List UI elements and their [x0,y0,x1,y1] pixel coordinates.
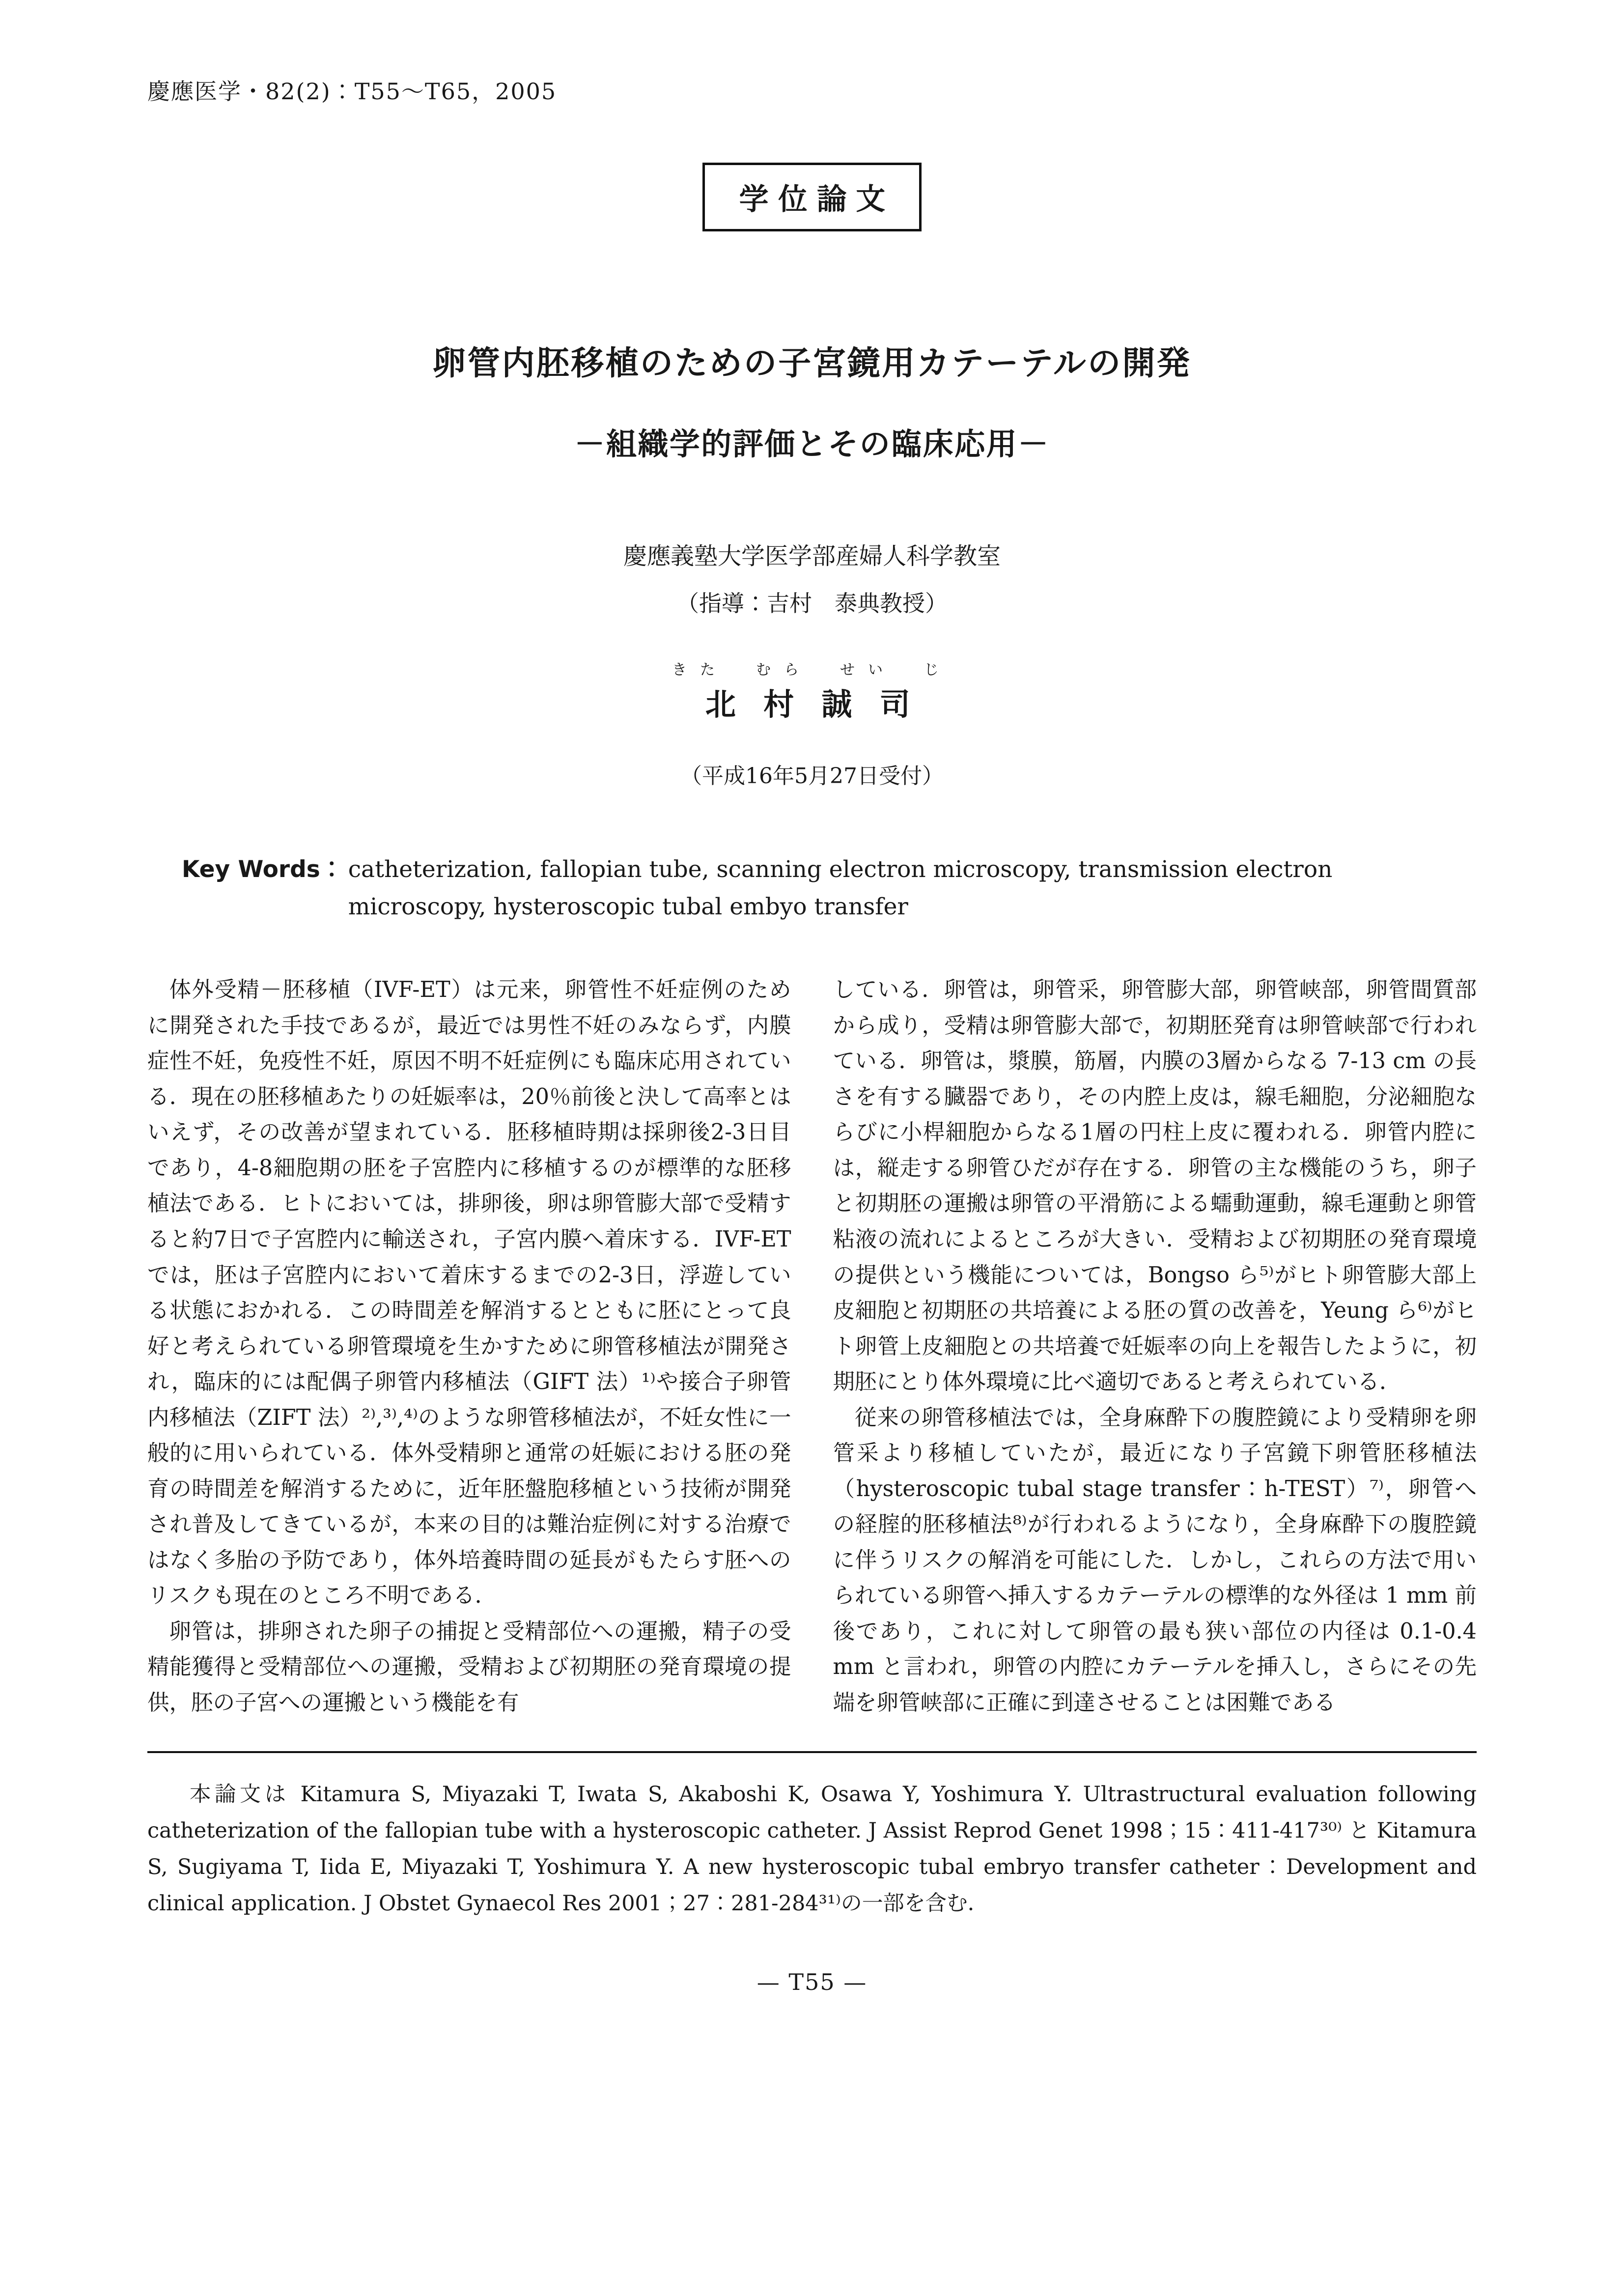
paragraph: 体外受精－胚移植（IVF-ET）は元来，卵管性不妊症例のために開発された手技であるが，最近では男性不妊のみならず，内膜症性不妊，免疫性不妊，原因不明不妊症例にも臨床応用されている．現在の胚移植あたりの妊娠率は，20％前後と決して高率とはいえず，その改善が望まれている．胚移植時期は採卵後2-3日目であり，4-8細胞期の胚を子宮腔内に移植するのが標準的な胚移植法である．ヒトにおいては，排卵後，卵は卵管膨大部で受精すると約7日で子宮腔内に輸送され，子宮内膜へ着床する．IVF-ET では，胚は子宮腔内において着床するまでの2-3日，浮遊している状態におかれる．この時間差を解消するとともに胚にとって良好と考えられている卵管環境を生かすために卵管移植法が開発され，臨床的には配偶子卵管内移植法（GIFT 法）¹⁾や接合子卵管内移植法（ZIFT 法）²⁾,³⁾,⁴⁾のような卵管移植法が，不妊女性に一般的に用いられている．体外受精卵と通常の妊娠における胚の発育の時間差を解消するために，近年胚盤胞移植という技術が開発され普及してきているが，本来の目的は難治症例に対する治療ではなく多胎の予防であり，体外培養時間の延長がもたらす胚へのリスクも現在のところ不明である． [147,977,791,1609]
body-column-right [833,972,1477,1721]
received-date: （平成16年5月27日受付） [680,764,944,789]
footnote-text: 本論文は Kitamura S, Miyazaki T, Iwata S, Akaboshi K, Osawa Y, Yoshimura Y. Ultrastructural evaluation following catheterization of the fallopian tube with a hysteroscopic catheter. J Assist Reprod Genet 1998；15：411-417³⁰⁾ と Kitamura S, Sugiyama T, Iida E, Miyazaki T, Yoshimura Y. A new hysteroscopic tubal embryo transfer catheter：Development and clinical application. J Obstet Gynaecol Res 2001；27：281-284³¹⁾の一部を含む． [147,1782,1477,1916]
thesis-type-badge: 学位論文 [702,163,922,231]
affiliation: 慶應義塾大学医学部産婦人科学教室 [623,542,1001,570]
paper-subtitle: －組織学的評価とその臨床応用－ [574,426,1050,462]
page-number: — T55 — [756,1969,868,1996]
paper-title: 卵管内胚移植のための子宮鏡用カテーテルの開発 [432,343,1192,382]
paragraph: 卵管は，排卵された卵子の捕捉と受精部位への運搬，精子の受精能獲得と受精部位への運搬，受精および初期胚の発育環境の提供，胚の子宮への運搬という機能を有 [147,1618,791,1715]
keywords-block [147,851,1477,926]
paragraph: している．卵管は，卵管采，卵管膨大部，卵管峡部，卵管間質部から成り，受精は卵管膨大部で，初期胚発育は卵管峡部で行われている．卵管は，漿膜，筋層，内膜の3層からなる 7-13 cm の長さを有する臓器であり，その内腔上皮は，線毛細胞，分泌細胞ならびに小桿細胞からなる1層の円柱上皮に覆われる．卵管内腔には，縦走する卵管ひだが存在する．卵管の主な機能のうち，卵子と初期胚の運搬は卵管の平滑筋による蠕動運動，線毛運動と卵管粘液の流れによるところが大きい．受精および初期胚の発育環境の提供という機能については，Bongso ら⁵⁾がヒト卵管膨大部上皮細胞と初期胚の共培養による胚の質の改善を，Yeung ら⁶⁾がヒト卵管上皮細胞との共培養で妊娠率の向上を報告したように，初期胚にとり体外環境に比べ適切であると考えられている． [833,977,1477,1395]
author-name: 北 村 誠 司 [705,686,919,722]
footnote-block [147,1751,1477,1922]
keywords-label: Key Words： [182,856,343,883]
journal-header: 慶應医学・82(2)：T55〜T65，2005 [147,78,557,105]
body-columns [147,972,1477,1721]
paragraph: 従来の卵管移植法では，全身麻酔下の腹腔鏡により受精卵を卵管采より移植していたが，最近になり子宮鏡下卵管胚移植法（hysteroscopic tubal stage transfer：h-TEST）⁷⁾，卵管への経腟的胚移植法⁸⁾が行われるようになり，全身麻酔下の腹腔鏡に伴うリスクの解消を可能にした．しかし，これらの方法で用いられている卵管へ挿入するカテーテルの標準的な外径は 1 mm 前後であり，これに対して卵管の最も狭い部位の内径は 0.1-0.4 mm と言われ，卵管の内腔にカテーテルを挿入し，さらにその先端を卵管峡部に正確に到達させることは困難である [833,1405,1477,1715]
thesis-type-badge-wrap [147,163,1477,231]
keywords-text: catheterization, fallopian tube, scanning electron microscopy, transmission electron microscopy, hysteroscopic tubal embyo transfer [348,856,1333,921]
supervisor-line: （指導：吉村 泰典教授） [676,590,948,617]
author-furigana: きた むら せい じ [672,661,952,679]
body-column-left [147,972,791,1721]
